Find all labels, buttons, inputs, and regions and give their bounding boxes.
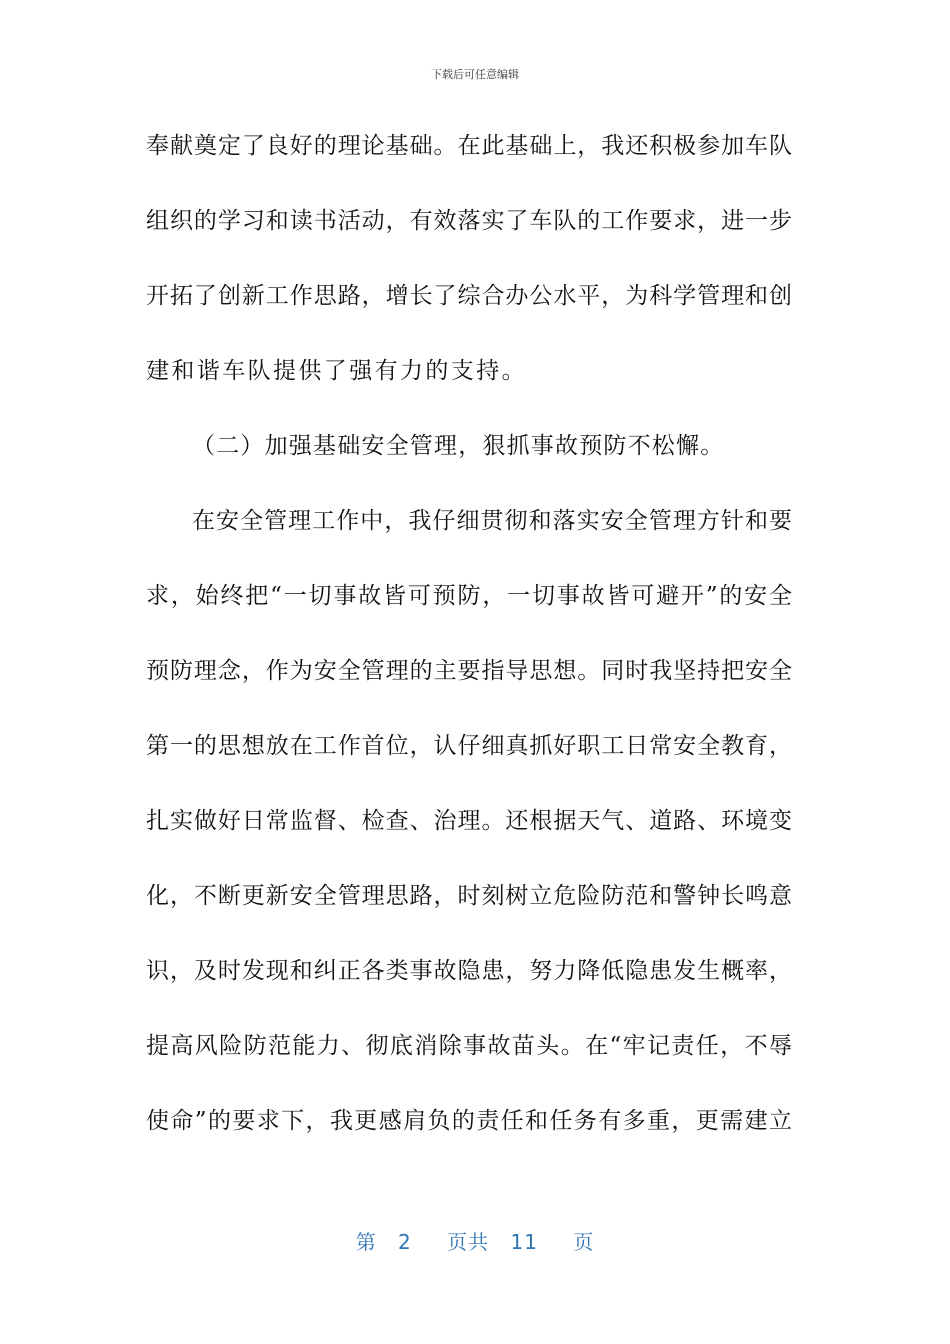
body-line: 奉献奠定了良好的理论基础。在此基础上，我还积极参加车队: [146, 133, 792, 159]
body-line: 使命”的要求下，我更感肩负的责任和任务有多重，更需建立: [146, 1108, 792, 1134]
total-page-count: 11: [510, 1230, 538, 1254]
body-line: 开拓了创新工作思路，增长了综合办公水平，为科学管理和创: [146, 283, 792, 309]
footer-middle: 页共: [447, 1230, 490, 1254]
page-footer: [0, 1226, 950, 1255]
body-line: 在安全管理工作中，我仔细贯彻和落实安全管理方针和要: [192, 508, 792, 534]
document-body: [146, 126, 792, 1176]
footer-suffix: 页: [573, 1230, 595, 1254]
body-line: 求，始终把“一切事故皆可预防，一切事故皆可避开”的安全: [146, 583, 792, 609]
body-line: 第一的思想放在工作首位，认仔细真抓好职工日常安全教育，: [146, 733, 792, 759]
body-line: 预防理念，作为安全管理的主要指导思想。同时我坚持把安全: [146, 658, 792, 684]
section-heading: （二）加强基础安全管理，狠抓事故预防不松懈。: [192, 433, 725, 459]
page-header-note: 下载后可任意编辑: [431, 68, 519, 81]
body-line: 识，及时发现和纠正各类事故隐患，努力降低隐患发生概率，: [146, 958, 792, 984]
body-line: 扎实做好日常监督、检查、治理。还根据天气、道路、环境变: [146, 808, 792, 834]
body-line: 提高风险防范能力、彻底消除事故苗头。在“牢记责任，不辱: [146, 1033, 792, 1059]
body-line: 化，不断更新安全管理思路，时刻树立危险防范和警钟长鸣意: [146, 883, 792, 909]
footer-prefix: 第: [355, 1230, 377, 1254]
body-line: 建和谐车队提供了强有力的支持。: [146, 358, 527, 384]
current-page-number: 2: [398, 1230, 412, 1254]
body-line: 组织的学习和读书活动，有效落实了车队的工作要求，进一步: [146, 208, 792, 234]
